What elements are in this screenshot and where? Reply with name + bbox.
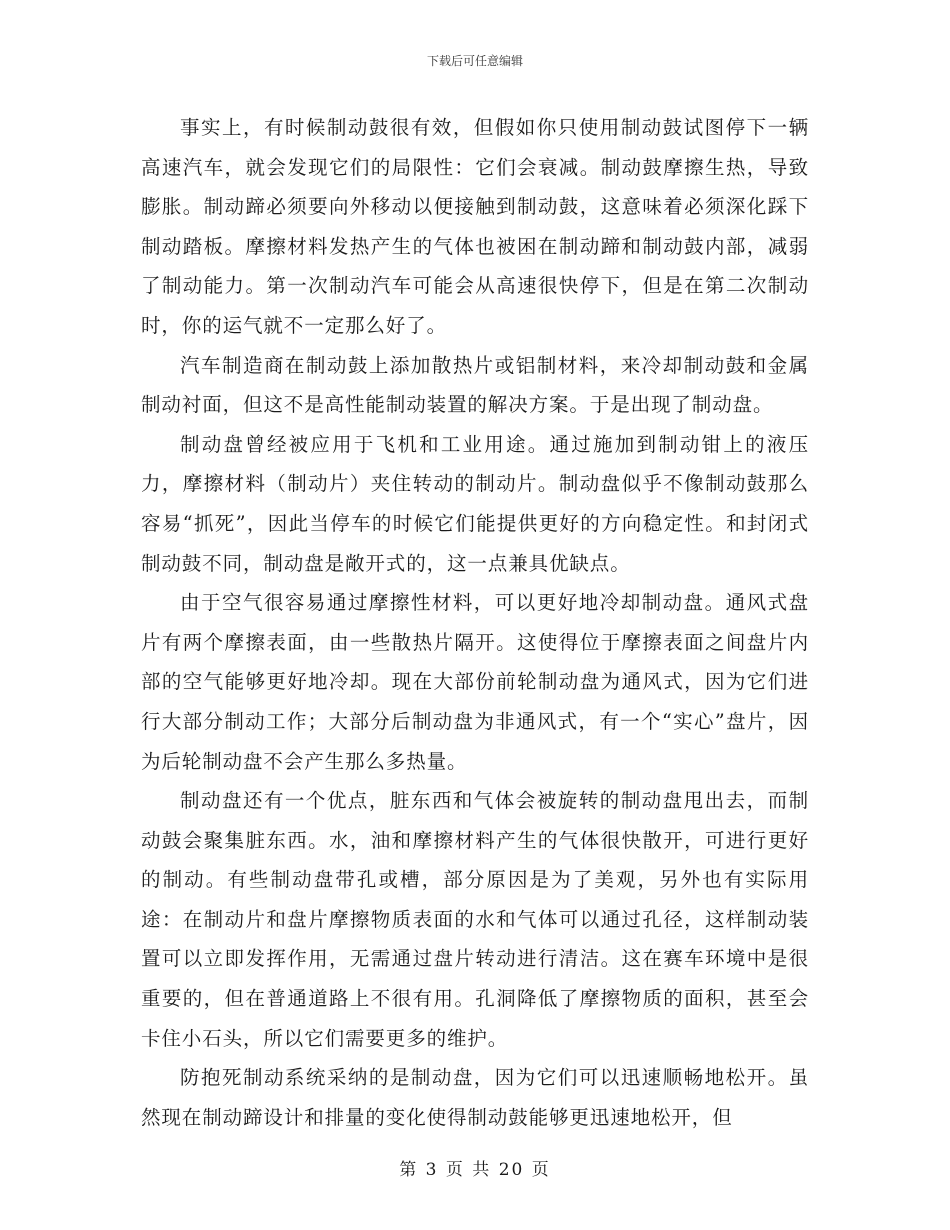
page-number: 第 3 页 共 20 页: [399, 1160, 551, 1180]
page-header: 下载后可任意编辑: [426, 54, 523, 68]
paragraph-3: 制动盘曾经被应用于飞机和工业用途。通过施加到制动钳上的液压力，摩擦材料（制动片）夹住转动的制动片。制动盘似乎不像制动鼓那么容易“抓死”，因此当停车的时候它们能提供更好的方向稳定性。和封闭式制动鼓不同，制动盘是敞开式的，这一点兼具优缺点。: [141, 432, 809, 575]
body-text: [141, 108, 809, 1137]
paragraph-4: 由于空气很容易通过摩擦性材料，可以更好地冷却制动盘。通风式盘片有两个摩擦表面，由一些散热片隔开。这使得位于摩擦表面之间盘片内部的空气能够更好地冷却。现在大部份前轮制动盘为通风式，因为它们进行大部分制动工作；大部分后制动盘为非通风式，有一个“实心”盘片，因为后轮制动盘不会产生那么多热量。: [141, 591, 809, 773]
paragraph-2: 汽车制造商在制动鼓上添加散热片或铝制材料，来冷却制动鼓和金属制动衬面，但这不是高性能制动装置的解决方案。于是出现了制动盘。: [141, 353, 809, 417]
paragraph-6: 防抱死制动系统采纳的是制动盘，因为它们可以迅速顺畅地松开。虽然现在制动蹄设计和排量的变化使得制动鼓能够更迅速地松开，但: [141, 1066, 809, 1129]
paragraph-1: 事实上，有时候制动鼓很有效，但假如你只使用制动鼓试图停下一辆高速汽车，就会发现它们的局限性：它们会衰减。制动鼓摩擦生热，导致膨胀。制动蹄必须要向外移动以便接触到制动鼓，这意味着必须深化踩下制动踏板。摩擦材料发热产生的气体也被困在制动蹄和制动鼓内部，减弱了制动能力。第一次制动汽车可能会从高速很快停下，但是在第二次制动时，你的运气就不一定那么好了。: [141, 116, 809, 337]
paragraph-5: 制动盘还有一个优点，脏东西和气体会被旋转的制动盘甩出去，而制动鼓会聚集脏东西。水，油和摩擦材料产生的气体很快散开，可进行更好的制动。有些制动盘带孔或槽，部分原因是为了美观，另外也有实际用途：在制动片和盘片摩擦物质表面的水和气体可以通过孔径，这样制动装置可以立即发挥作用，无需通过盘片转动进行清洁。这在赛车环境中是很重要的，但在普通道路上不很有用。孔洞降低了摩擦物质的面积，甚至会卡住小石头，所以它们需要更多的维护。: [141, 789, 809, 1050]
